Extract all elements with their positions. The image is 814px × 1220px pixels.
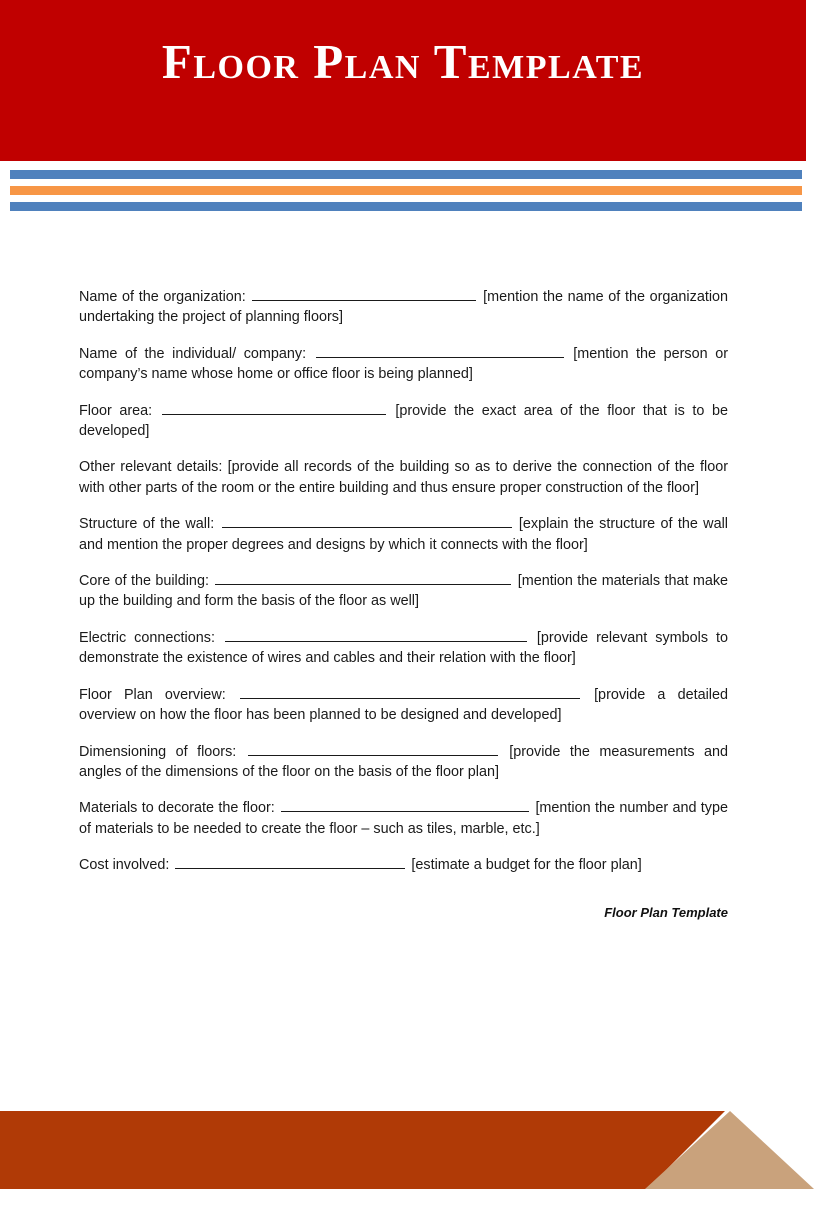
fill-in-blank[interactable] xyxy=(215,571,511,585)
fill-in-blank[interactable] xyxy=(252,287,476,301)
bottom-decoration xyxy=(0,1111,814,1189)
fill-in-blank[interactable] xyxy=(175,855,405,869)
divider-stripe-blue-top xyxy=(10,170,802,179)
field-label: Materials to decorate the floor: xyxy=(79,800,275,817)
bottom-orange-band xyxy=(0,1111,740,1189)
field-hint: [mention the person or company’s name whose home or office floor is being planned] xyxy=(79,345,728,383)
field-hint: [provide all records of the building so as to derive the connection of the floor with other parts of the room or the entire building and thus ensure proper construction of the floor] xyxy=(79,459,729,496)
field-label: Floor area: xyxy=(79,402,153,419)
field-label: Structure of the wall: xyxy=(79,516,215,533)
form-field-electric-connections xyxy=(79,628,728,669)
fill-in-blank[interactable] xyxy=(316,344,564,358)
field-label: Core of the building: xyxy=(79,573,209,590)
field-hint: [estimate a budget for the floor plan] xyxy=(411,857,642,874)
divider-stripe-blue-bottom xyxy=(10,202,802,211)
field-hint: [provide a detailed overview on how the floor has been planned to be designed and developed] xyxy=(79,686,729,724)
form-field-name-of-organization xyxy=(79,287,728,328)
fill-in-blank[interactable] xyxy=(281,798,529,812)
field-hint: [mention the number and type of materials to be needed to create the floor – such as tiles, marble, etc.] xyxy=(79,800,729,837)
form-field-floor-plan-overview xyxy=(79,685,728,726)
field-hint: [explain the structure of the wall and mention the proper degrees and designs by which it connects with the floor] xyxy=(79,516,728,553)
field-label: Cost involved: xyxy=(79,857,170,874)
fill-in-blank[interactable] xyxy=(162,401,386,415)
field-hint: [mention the materials that make up the building and form the basis of the floor as well] xyxy=(79,573,729,610)
fill-in-blank[interactable] xyxy=(222,514,512,528)
header-band xyxy=(0,0,806,161)
form-field-structure-of-the-wall xyxy=(79,514,728,555)
footer-label: Floor Plan Template xyxy=(604,905,728,920)
form-field-dimensioning-of-floors xyxy=(79,742,728,783)
fill-in-blank[interactable] xyxy=(248,742,498,756)
form-field-cost-involved xyxy=(79,855,728,875)
page-title: Floor Plan Template xyxy=(161,34,645,89)
field-label: Name of the organization: xyxy=(79,289,246,305)
divider-stripe-orange xyxy=(10,186,802,195)
field-label: Electric connections: xyxy=(79,629,215,646)
form-field-materials-to-decorate-the-floor xyxy=(79,798,728,839)
form-body xyxy=(79,287,728,876)
field-hint: [mention the name of the organization undertaking the project of planning floors] xyxy=(79,289,729,326)
form-field-name-of-individual-company xyxy=(79,344,728,385)
field-label: Name of the individual/ company: xyxy=(79,345,307,362)
field-hint: [provide relevant symbols to demonstrate the existence of wires and cables and their relation with the floor] xyxy=(79,629,729,667)
fill-in-blank[interactable] xyxy=(240,685,580,699)
form-field-floor-area xyxy=(79,401,728,442)
field-label: Floor Plan overview: xyxy=(79,686,226,703)
field-hint: [provide the measurements and angles of the dimensions of the floor on the basis of the floor plan] xyxy=(79,743,729,780)
field-label: Dimensioning of floors: xyxy=(79,743,237,760)
form-field-core-of-the-building xyxy=(79,571,728,612)
field-label: Other relevant details: xyxy=(79,459,223,476)
form-field-other-relevant-details xyxy=(79,457,728,498)
field-hint: [provide the exact area of the floor that is to be developed] xyxy=(79,402,728,440)
fill-in-blank[interactable] xyxy=(225,628,527,642)
